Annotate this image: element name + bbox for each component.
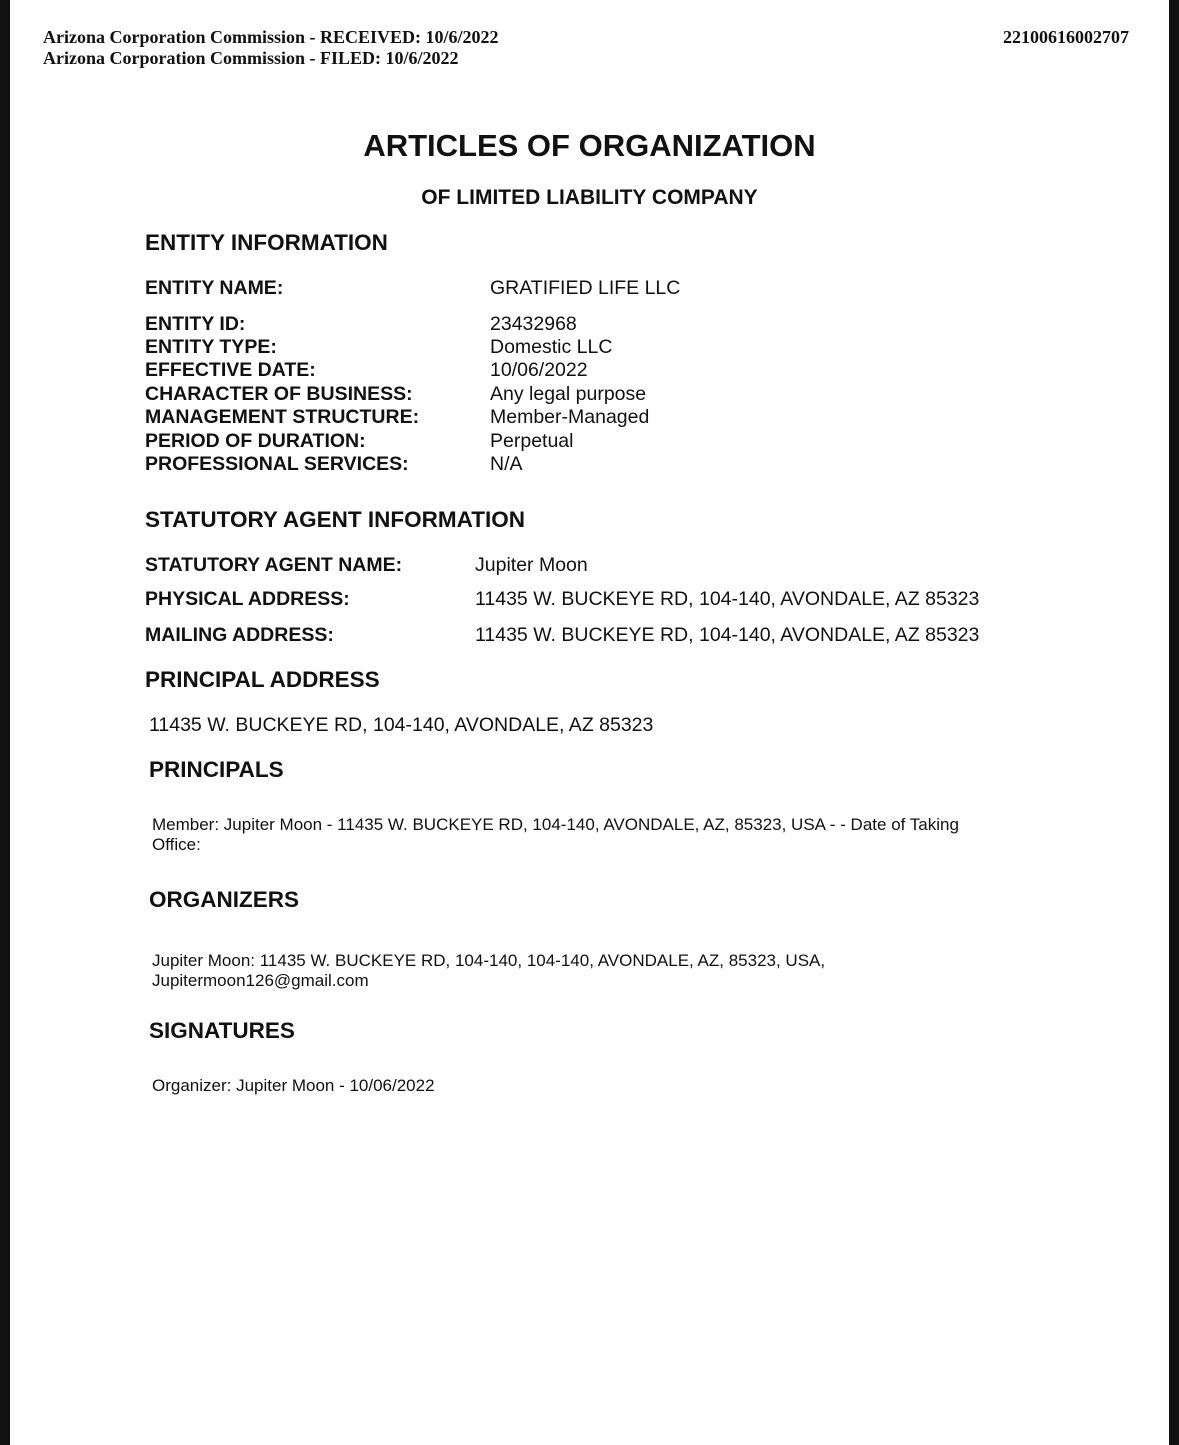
filed-stamp: Arizona Corporation Commission - FILED: 10/6/2022 bbox=[43, 48, 459, 68]
mailing-address-label: MAILING ADDRESS: bbox=[145, 624, 334, 646]
effective-date-label: EFFECTIVE DATE: bbox=[145, 359, 316, 381]
statutory-agent-name-label: STATUTORY AGENT NAME: bbox=[145, 554, 403, 576]
document-page bbox=[10, 0, 1169, 1445]
entity-information-heading: ENTITY INFORMATION bbox=[145, 230, 388, 255]
professional-services-label: PROFESSIONAL SERVICES: bbox=[145, 453, 409, 475]
period-of-duration-label: PERIOD OF DURATION: bbox=[145, 430, 366, 452]
statutory-agent-name-value: Jupiter Moon bbox=[475, 554, 588, 576]
signatures-heading: SIGNATURES bbox=[149, 1018, 295, 1043]
physical-address-label: PHYSICAL ADDRESS: bbox=[145, 588, 350, 610]
document-subtitle: OF LIMITED LIABILITY COMPANY bbox=[421, 186, 758, 209]
management-structure-label: MANAGEMENT STRUCTURE: bbox=[145, 406, 420, 428]
statutory-agent-heading: STATUTORY AGENT INFORMATION bbox=[145, 507, 525, 532]
entity-type-label: ENTITY TYPE: bbox=[145, 336, 277, 358]
principals-heading: PRINCIPALS bbox=[149, 757, 284, 782]
principal-address-heading: PRINCIPAL ADDRESS bbox=[145, 667, 380, 692]
entity-name-value: GRATIFIED LIFE LLC bbox=[490, 277, 681, 299]
professional-services-value: N/A bbox=[490, 453, 523, 475]
received-stamp: Arizona Corporation Commission - RECEIVED: 10/6/2022 bbox=[43, 27, 499, 47]
mailing-address-value: 11435 W. BUCKEYE RD, 104-140, AVONDALE, AZ 85323 bbox=[475, 624, 980, 646]
character-of-business-value: Any legal purpose bbox=[490, 383, 647, 405]
principals-text: Member: Jupiter Moon - 11435 W. BUCKEYE RD, 104-140, AVONDALE, AZ, 85323, USA - - Date of Taking Office: bbox=[152, 815, 959, 854]
entity-id-label: ENTITY ID: bbox=[145, 313, 246, 335]
entity-type-value: Domestic LLC bbox=[490, 336, 613, 358]
period-of-duration-value: Perpetual bbox=[490, 430, 574, 452]
entity-name-label: ENTITY NAME: bbox=[145, 277, 284, 299]
effective-date-value: 10/06/2022 bbox=[490, 359, 588, 381]
document-number: 22100616002707 bbox=[1003, 27, 1129, 47]
entity-id-value: 23432968 bbox=[490, 313, 577, 335]
organizers-heading: ORGANIZERS bbox=[149, 887, 300, 912]
organizers-text: Jupiter Moon: 11435 W. BUCKEYE RD, 104-140, 104-140, AVONDALE, AZ, 85323, USA, Jupitermoon126@gmail.com bbox=[152, 951, 826, 990]
signatures-text: Organizer: Jupiter Moon - 10/06/2022 bbox=[152, 1076, 435, 1095]
document-title: ARTICLES OF ORGANIZATION bbox=[363, 128, 816, 163]
management-structure-value: Member-Managed bbox=[490, 406, 650, 428]
physical-address-value: 11435 W. BUCKEYE RD, 104-140, AVONDALE, AZ 85323 bbox=[475, 588, 980, 610]
character-of-business-label: CHARACTER OF BUSINESS: bbox=[145, 383, 413, 405]
principal-address-value: 11435 W. BUCKEYE RD, 104-140, AVONDALE, AZ 85323 bbox=[149, 714, 654, 736]
